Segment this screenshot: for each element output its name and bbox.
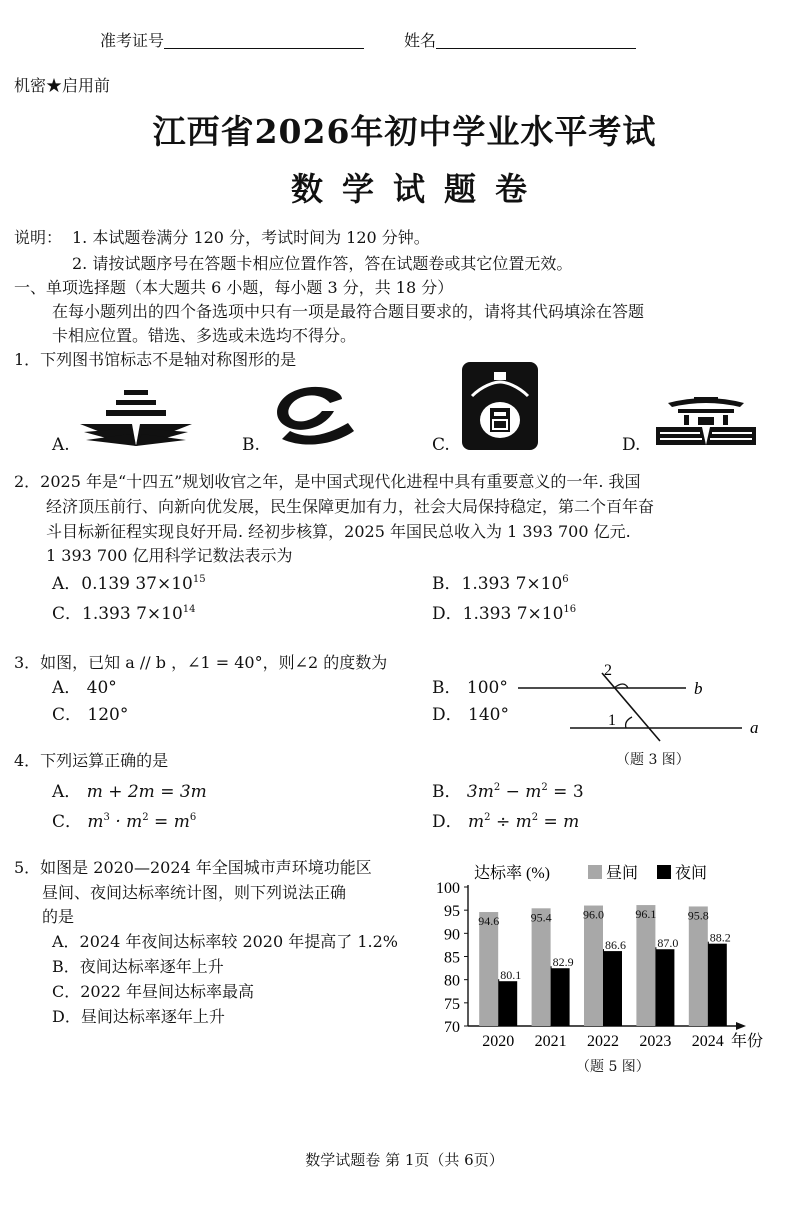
q3-option-d: D． 140° (432, 705, 509, 725)
bar-day (584, 906, 603, 1026)
bar-night (708, 942, 727, 1026)
q5-option-d: D．昼间达标率逐年上升 (52, 1007, 225, 1026)
instruction-line-1: 1. 本试题卷满分 120 分，考试时间为 120 分钟。 (72, 228, 430, 247)
confidential-mark: 机密★启用前 (14, 76, 111, 95)
q3-parallel-lines-figure (510, 655, 780, 745)
q5-figure-caption: （题 5 图） (576, 1059, 650, 1075)
q4-option-d: D． $m^2 \div m^2 = m$ (432, 812, 580, 832)
data-label: 88.2 (709, 930, 731, 945)
x-tick-label: 2020 (482, 1033, 515, 1050)
data-label: 95.8 (687, 908, 709, 923)
q2-option-a: A．0.139 $37\times 10^{15}$ (52, 574, 206, 594)
q4-option-a: A． m + 2m = 3m (52, 782, 207, 802)
bar-day (689, 906, 708, 1026)
page-subtitle: 数学试题卷 (290, 170, 546, 208)
line-b-label: b (694, 679, 703, 698)
q5-option-b: B．夜间达标率逐年上升 (52, 957, 224, 976)
q2-stem-line-2: 经济顶压前行、向新向优发展，民生保障更加有力，社会大局保持稳定，第二个百年奋 (46, 497, 655, 516)
instructions-intro: 说明： (14, 228, 63, 247)
q1-stem: 1．下列图书馆标志不是轴对称图形的是 (14, 350, 297, 369)
q3-figure-caption: （题 3 图） (616, 752, 690, 768)
q1-option-a-label: A. (52, 435, 70, 455)
data-label: 87.0 (657, 936, 679, 951)
data-label: 86.6 (605, 938, 626, 953)
chart-bars (478, 905, 734, 1026)
legend-label-night: 夜间 (675, 865, 708, 882)
exam-number-label: 准考证号 (100, 31, 165, 50)
y-tick-label: 95 (444, 903, 460, 921)
name-blank (436, 30, 636, 49)
q2-option-b: B．1.393 $7\times 10^6$ (432, 574, 569, 594)
bar-day (479, 912, 498, 1026)
q5-stem-line-2: 昼间、夜间达标率统计图，则下列说法正确 (42, 883, 347, 902)
q4-option-b: B． $3m^2 - m^2 = 3$ (432, 782, 584, 802)
q2-option-d: D．1.393 $7\times 10^{16}$ (432, 604, 577, 624)
page-title: 江西省2026年初中学业水平考试 (152, 112, 657, 151)
y-tick-label: 90 (444, 926, 460, 944)
y-tick-label: 80 (444, 972, 460, 990)
y-axis-title: 达标率 (%) (474, 865, 550, 882)
data-label: 96.1 (635, 907, 657, 922)
legend-swatch-day (588, 865, 602, 879)
bar-day (636, 905, 655, 1026)
y-tick-label: 100 (436, 880, 460, 897)
library-logo-c-icon (462, 362, 538, 450)
q5-option-a: A．2024 年夜间达标率较 2020 年提高了 1.2% (52, 932, 398, 951)
exam-number-field (100, 30, 364, 49)
q2-stem-line-1: 2．2025 年是“十四五”规划收官之年，是中国式现代化进程中具有重要意义的一年. 我国 (14, 472, 641, 491)
data-label: 96.0 (583, 907, 604, 922)
y-tick-label: 75 (444, 995, 460, 1013)
name-field (404, 30, 636, 49)
section-description-2: 卡相应位置。错选、多选或未选均不得分。 (52, 326, 357, 345)
library-logo-d-icon (654, 395, 758, 449)
x-tick-label: 2021 (534, 1033, 567, 1050)
q5-stem-line-3: 的是 (42, 907, 75, 926)
q4-option-c: C． $m^3 \cdot m^2 = m^6$ (52, 812, 197, 832)
q2-stem-line-3: 斗目标新征程实现良好开局. 经初步核算，2025 年国民总收入为 1 393 700 亿元. (46, 522, 631, 541)
data-label: 94.6 (478, 914, 500, 929)
q1-option-d-label: D. (622, 435, 641, 455)
data-label: 95.4 (530, 910, 552, 925)
q3-stem: 3．如图，已知 a // b ，∠1 = 40°，则∠2 的度数为 (14, 653, 388, 672)
library-logo-a-icon (80, 388, 192, 448)
angle-1-arc (626, 717, 632, 728)
x-tick-label: 2023 (639, 1033, 672, 1050)
chart-legend (474, 864, 707, 882)
bar-night (655, 947, 674, 1026)
name-label: 姓名 (404, 31, 437, 50)
bar-day (532, 908, 551, 1026)
y-tick-label: 85 (444, 949, 460, 967)
q2-stem-line-4: 1 393 700 亿用科学记数法表示为 (46, 546, 293, 565)
bar-night (603, 949, 622, 1026)
angle-1-label: 1 (608, 712, 616, 729)
legend-swatch-night (657, 865, 671, 879)
q1-option-c-label: C. (432, 435, 450, 455)
q5-bar-chart (424, 856, 784, 1056)
legend-label-day: 昼间 (606, 865, 639, 882)
x-tick-label: 2024 (691, 1033, 724, 1050)
x-tick-label: 2022 (587, 1033, 619, 1050)
q3-option-a: A． 40° (52, 678, 117, 698)
transversal (602, 673, 660, 741)
q5-stem-line-1: 5．如图是 2020—2024 年全国城市声环境功能区 (14, 858, 372, 877)
library-logo-b-icon (270, 385, 355, 447)
q5-option-c: C．2022 年昼间达标率最高 (52, 982, 255, 1001)
data-label: 82.9 (552, 955, 574, 970)
page-footer: 数学试题卷 第 1页（共 6页） (305, 1151, 504, 1169)
x-axis-arrow (736, 1022, 746, 1030)
data-label: 80.1 (500, 968, 522, 983)
q3-option-b: B． 100° (432, 678, 508, 698)
section-heading: 一、单项选择题（本大题共 6 小题，每小题 3 分，共 18 分） (14, 278, 454, 297)
line-a-label: a (750, 718, 759, 737)
x-axis-title: 年份 (731, 1033, 764, 1050)
instruction-line-2: 2. 请按试题序号在答题卡相应位置作答，答在试题卷或其它位置无效。 (72, 254, 573, 273)
bar-night (551, 966, 570, 1026)
section-description-1: 在每小题列出的四个备选项中只有一项是最符合题目要求的，请将其代码填涂在答题 (52, 302, 645, 321)
exam-number-blank (164, 30, 364, 49)
q1-option-b-label: B. (242, 435, 260, 455)
bar-night (498, 979, 517, 1026)
angle-2-label: 2 (604, 662, 612, 679)
q4-stem: 4．下列运算正确的是 (14, 751, 169, 770)
y-tick-label: 70 (444, 1019, 460, 1036)
q2-option-c: C．1.393 $7\times 10^{14}$ (52, 604, 196, 624)
q3-option-c: C． 120° (52, 705, 129, 725)
